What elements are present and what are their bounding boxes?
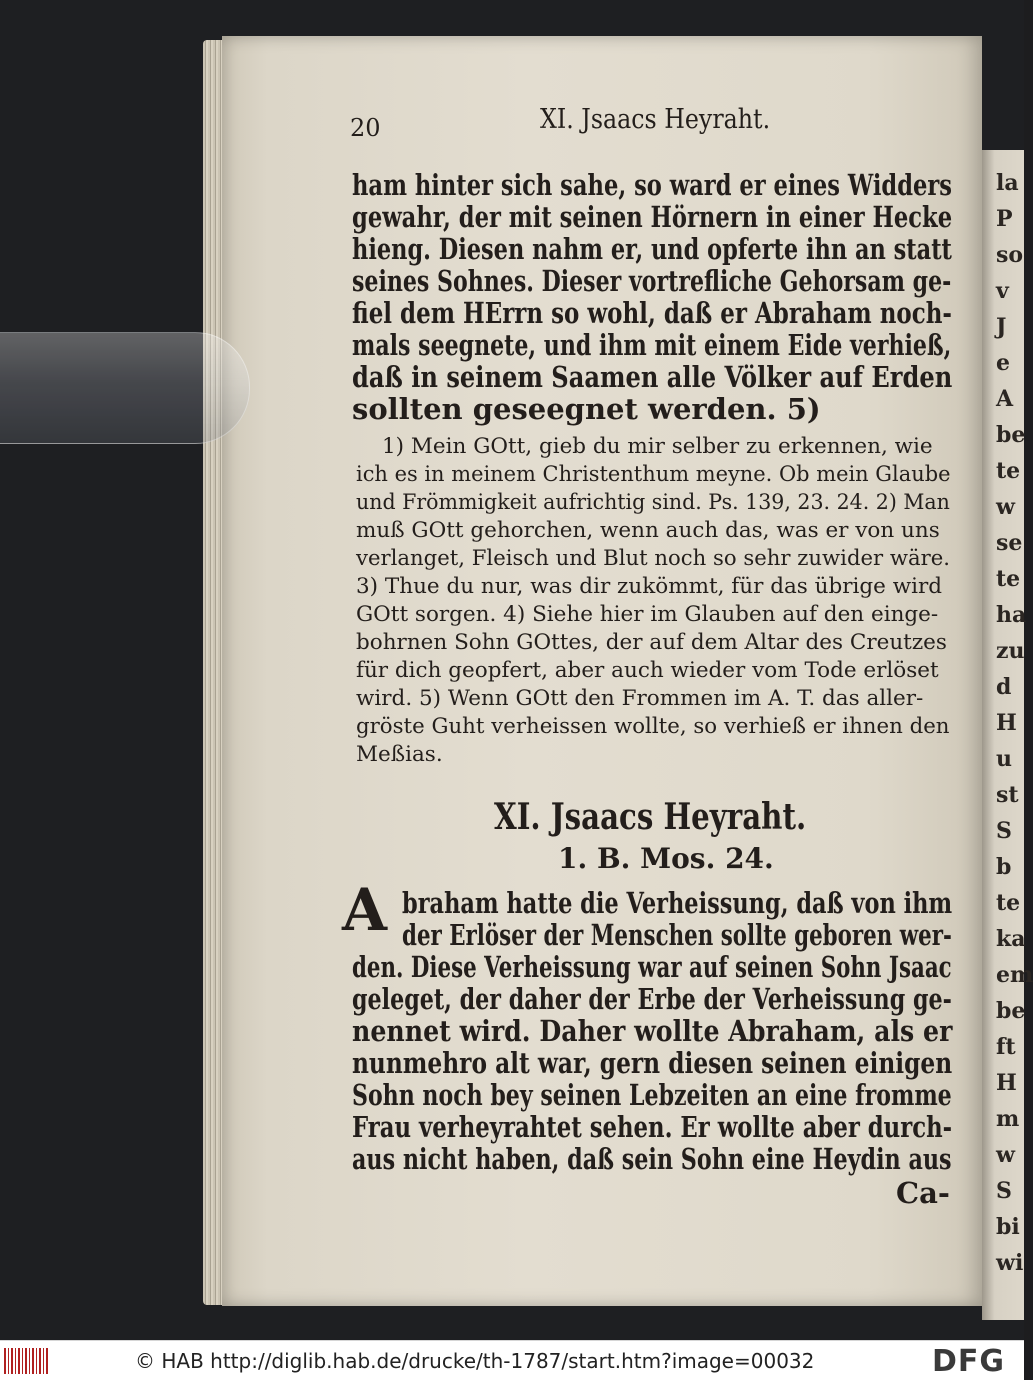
section-line: braham hatte die Verheissung, daß von ihm <box>402 886 953 920</box>
section-line: der Erlöser der Menschen sollte geboren wer- <box>402 918 952 952</box>
section-line: nunmehro alt war, gern diesen seinen einigen <box>352 1046 953 1080</box>
section-line: den. Diese Verheissung war auf seinen Sohn Jsaac <box>352 950 952 984</box>
facing-page-fragment: v <box>996 278 1009 304</box>
facing-page-fragment: la <box>996 170 1019 196</box>
body-line: sollten geseegnet werden. 5) <box>352 392 821 426</box>
section-line: nennet wird. Daher wollte Abraham, als er <box>352 1014 953 1048</box>
facing-page-fragment: se <box>996 530 1023 556</box>
page-number: 20 <box>350 114 381 142</box>
facing-page-fragment: w <box>996 494 1015 520</box>
facing-page-fragment: S <box>996 818 1012 844</box>
facing-page-fragment: ha <box>996 602 1027 628</box>
drop-capital: A <box>342 876 388 944</box>
note-line: bohrnen Sohn GOttes, der auf dem Altar des Creutzes <box>356 630 947 655</box>
facing-page-fragment: be <box>996 998 1026 1024</box>
facing-page-fragment: bi <box>996 1214 1020 1240</box>
section-line: geleget, der daher der Erbe der Verheissung ge- <box>352 982 952 1016</box>
note-line: 1) Mein GOtt, gieb du mir selber zu erkennen, wie <box>382 434 933 459</box>
facing-page-fragment: H <box>996 710 1017 736</box>
facing-page-fragment: te <box>996 458 1021 484</box>
facing-page-edge <box>982 150 1033 1320</box>
facing-page-fragment: so <box>996 242 1024 268</box>
note-line: 3) Thue du nur, was dir zukömmt, für das übrige wird <box>356 574 943 599</box>
section-title: XI. Jsaacs Heyraht. <box>494 796 807 838</box>
body-line: mals seegnete, und ihm mit einem Eide verhieß, <box>352 328 952 362</box>
facing-page-fragment: w <box>996 1142 1015 1168</box>
facing-page-fragment: ft <box>996 1034 1016 1060</box>
facing-page-fragment: J <box>996 314 1007 340</box>
body-line: ham hinter sich sahe, so ward er eines Widders <box>352 168 952 202</box>
section-reference: 1. B. Mos. 24. <box>558 842 774 875</box>
note-line: muß GOtt gehorchen, wenn auch das, was er von uns <box>356 518 940 543</box>
facing-page-fragment: d <box>996 674 1012 700</box>
facing-page-fragment: e <box>996 350 1010 376</box>
note-line: und Frömmigkeit aufrichtig sind. Ps. 139, 23. 24. 2) Man <box>356 490 950 515</box>
facing-page-fragment: u <box>996 746 1012 772</box>
body-line: gewahr, der mit seinen Hörnern in einer Hecke <box>352 200 953 234</box>
body-line: hieng. Diesen nahm er, und opferte ihn an statt <box>352 232 952 266</box>
copyright-link[interactable]: © HAB http://diglib.hab.de/drucke/th-1787/start.htm?image=00032 <box>135 1349 815 1373</box>
note-line: verlanget, Fleisch und Blut noch so sehr zuwider wäre. <box>356 546 951 571</box>
section-line: aus nicht haben, daß sein Sohn eine Heydin aus <box>352 1142 952 1176</box>
facing-page-fragment: ka <box>996 926 1026 952</box>
facing-page-fragment: wi <box>996 1250 1024 1276</box>
facing-page-fragment: st <box>996 782 1019 808</box>
facing-page-fragment: H <box>996 1070 1017 1096</box>
body-line: fiel dem HErrn so wohl, daß er Abraham noch- <box>352 296 952 330</box>
facing-page-fragment: zu <box>996 638 1025 664</box>
facing-page-fragment: te <box>996 890 1021 916</box>
dfg-logo: DFG <box>932 1344 1006 1379</box>
facing-page-fragment: em <box>996 962 1033 988</box>
running-head: XI. Jsaacs Heyraht. <box>540 104 771 135</box>
facing-page-fragment: S <box>996 1178 1012 1204</box>
note-line: Meßias. <box>356 742 443 767</box>
note-line: GOtt sorgen. 4) Siehe hier im Glauben auf den einge- <box>356 602 939 627</box>
facing-page-fragment: A <box>996 386 1014 412</box>
glass-page-clip <box>0 332 250 444</box>
footer-bar <box>0 1340 1024 1380</box>
section-line: Sohn noch bey seinen Lebzeiten an eine fromme <box>352 1078 952 1112</box>
body-line: seines Sohnes. Dieser vortrefliche Gehorsam ge- <box>352 264 952 298</box>
note-line: ich es in meinem Christenthum meyne. Ob mein Glaube <box>356 462 951 487</box>
hab-logo-icon <box>4 1348 48 1374</box>
note-line: für dich geopfert, aber auch wieder vom Tode erlöset <box>356 658 939 683</box>
catchword: Ca- <box>896 1176 950 1210</box>
facing-page-fragment: P <box>996 206 1013 232</box>
body-line: daß in seinem Saamen alle Völker auf Erden <box>352 360 953 394</box>
facing-page-fragment: b <box>996 854 1012 880</box>
note-line: gröste Guht verheissen wollte, so verhieß er ihnen den <box>356 714 950 739</box>
facing-page-fragment: m <box>996 1106 1020 1132</box>
section-line: Frau verheyrahtet sehen. Er wollte aber durch- <box>352 1110 953 1144</box>
facing-page-fragment: be <box>996 422 1026 448</box>
note-line: wird. 5) Wenn GOtt den Frommen im A. T. das aller- <box>356 686 924 711</box>
facing-page-fragment: te <box>996 566 1021 592</box>
